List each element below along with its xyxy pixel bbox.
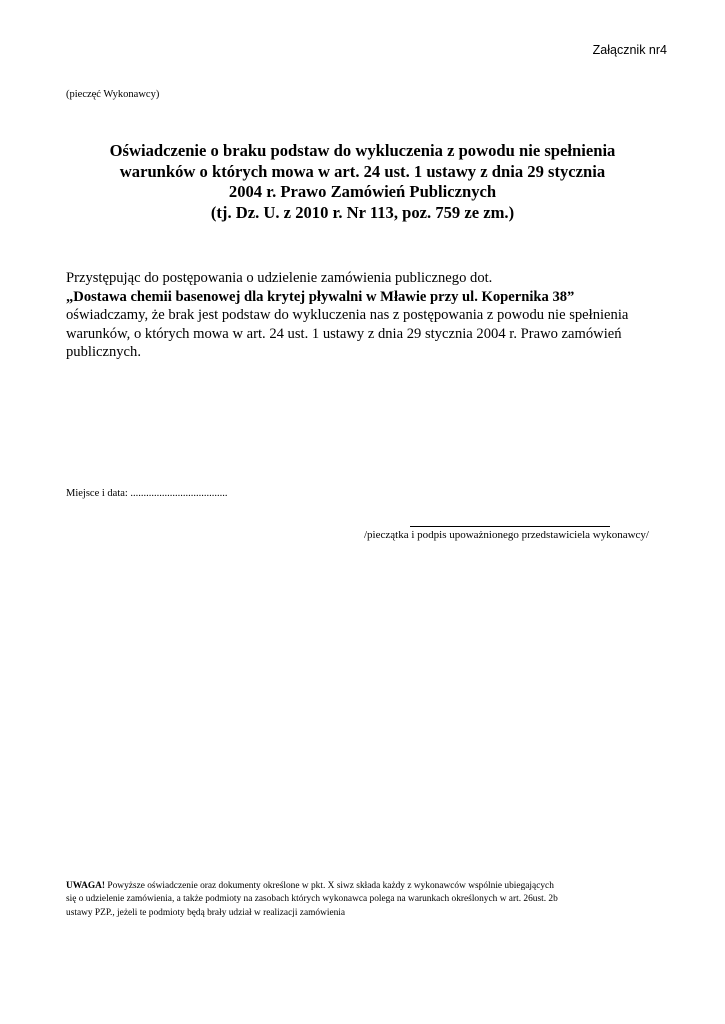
- declaration-line: publicznych.: [66, 344, 141, 361]
- title-line: 2004 r. Prawo Zamówień Publicznych: [228, 182, 497, 201]
- place-and-date: Miejsce i data: .....................................: [66, 488, 228, 499]
- note-line: [66, 880, 666, 893]
- document-title: [80, 141, 645, 223]
- declaration-line: warunków, o których mowa w art. 24 ust. 1 ustawy z dnia 29 stycznia 2004 r. Prawo zamówień: [66, 325, 622, 342]
- signature-line: [410, 526, 610, 527]
- note-line: się o udzielenie zamówienia, a także podmioty na zasobach których wykonawca polega na warunkach określonych w art. 26ust. 2b: [66, 894, 558, 905]
- declaration-intro: Przystępując do postępowania o udzielenie zamówienia publicznego dot.: [66, 270, 493, 286]
- note-line: ustawy PZP., jeżeli te podmioty będą brały udział w realizacji zamówienia: [66, 907, 346, 918]
- declaration-line: oświadczamy, że brak jest podstaw do wykluczenia nas z postępowania z powodu nie spełnienia: [66, 307, 629, 324]
- declaration-body: [66, 269, 661, 362]
- contractor-stamp-label: (pieczęć Wykonawcy): [66, 89, 160, 100]
- procurement-subject: „Dostawa chemii basenowej dla krytej pływalni w Mławie przy ul. Kopernika 38”: [66, 288, 575, 305]
- attachment-label: Załącznik nr4: [592, 43, 667, 57]
- note-block: [66, 880, 666, 920]
- note-text: Powyższe oświadczenie oraz dokumenty określone w pkt. X siwz składa każdy z wykonawców wspólnie ubiegających: [105, 881, 554, 891]
- title-line: Oświadczenie o braku podstaw do wykluczenia z powodu nie spełnienia: [109, 141, 616, 160]
- note-label: UWAGA!: [66, 881, 106, 891]
- title-line: (tj. Dz. U. z 2010 r. Nr 113, poz. 759 ze zm.): [210, 202, 515, 222]
- title-line: warunków o których mowa w art. 24 ust. 1 ustawy z dnia 29 stycznia: [119, 161, 606, 181]
- signature-caption: /pieczątka i podpis upoważnionego przedstawiciela wykonawcy/: [364, 529, 649, 541]
